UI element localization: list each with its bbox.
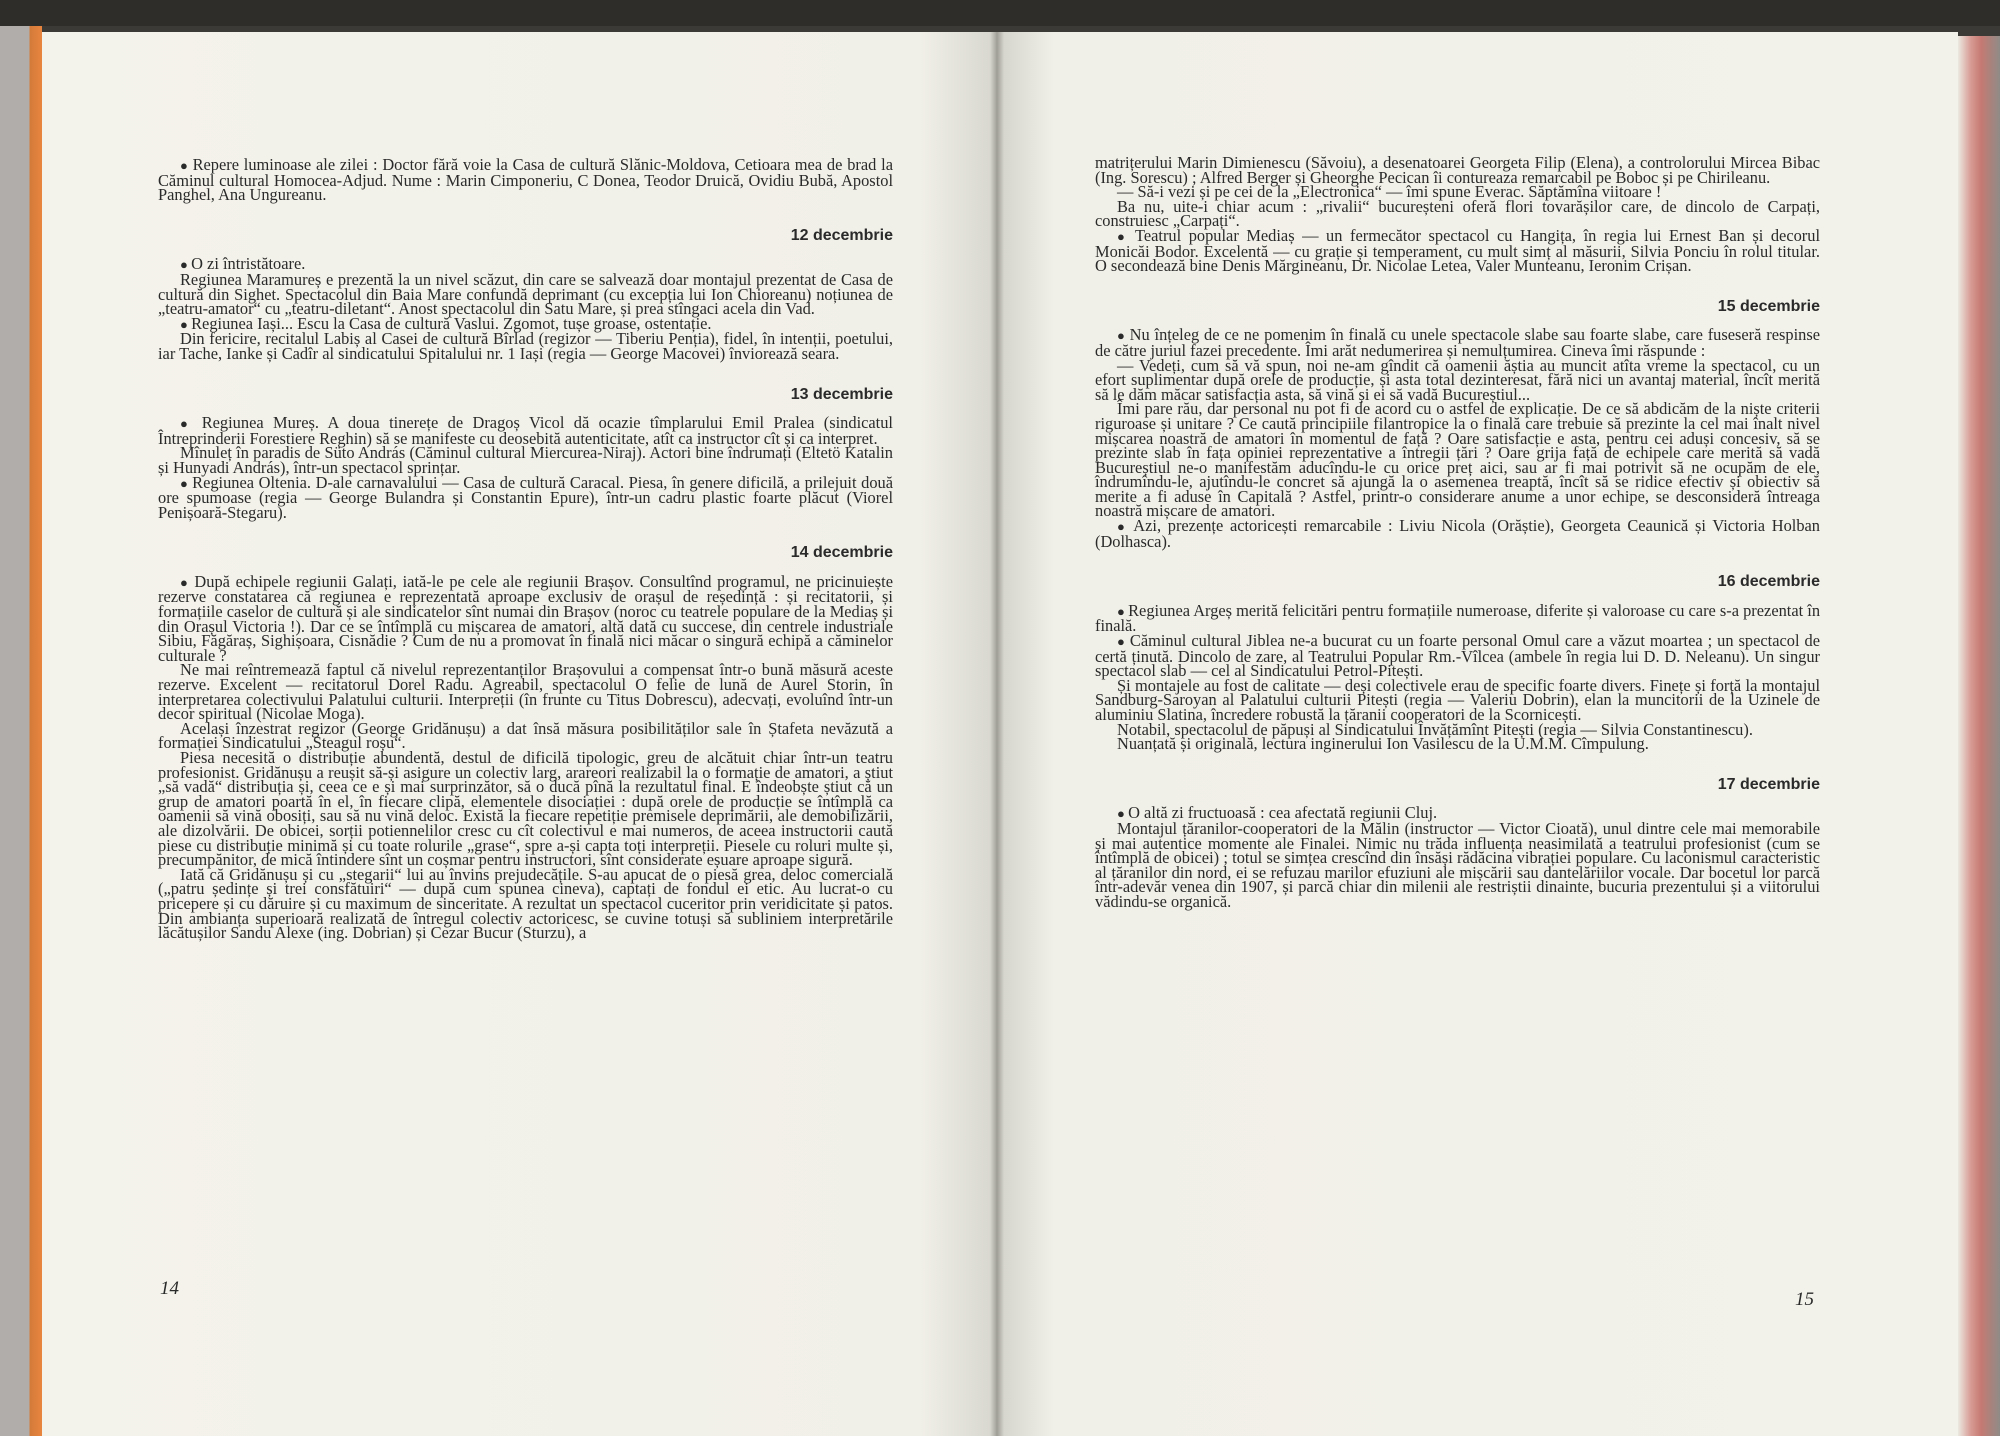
paragraph: Iată că Gridănușu și cu „stegarii“ lui au învins prejudecățile. S-au apucat de o piesă grea, deloc comercială („patru ședințe și trei consfătuiri“ — după cum spunea cineva), captați de fondul ei etic. Au lucrat-o cu pricepere și cu dăruire și cu maximum de sinceritate. A rezultat un spectacol cuceritor prin veridicitate și patos. Din ambianța superioară realizată de întregul colectiv actoricesc, se cuvine totuși să subliniem interpretările lăcătușilor Sandu Alexe (ing. Dobrian) și Cezar Bucur (Sturzu), a [158,864,893,943]
date-heading: 12 decembrie [790,226,893,244]
paragraph: ● Teatrul popular Mediaș — un fermecător spectacol cu Hangița, în regia lui Ernest Ban și decorul Monicăi Bodor. Excelentă — cu grație și temperament, cu mult simț al măsurii, Silvia Ponciu în rolul titular. O secondează bine Denis Mărgineanu, Dr. Nicolae Letea, Valer Munteanu, Ieronim Crișan. [1095,229,1820,274]
paragraph: Nuanțată și originală, lectura inginerului Ion Vasilescu de la U.M.M. Cîmpulung. [1117,734,1649,754]
paragraph: Mînuleț în paradis de Süto András (Căminul cultural Miercurea-Niraj). Actori bine îndrumați (Eltetö Katalin și Hunyadi András), într-un spectacol sprințar. [158,443,893,477]
paragraph: ● Azi, prezențe actoricești remarcabile : Liviu Nicola (Orăștie), Georgeta Ceaunică și Victoria Holban (Dolhasca). [1095,519,1820,549]
paragraph: ● Nu înțeleg de ce ne pomenim în finală cu unele spectacole slabe sau foarte slabe, care fuseseră respinse de către juriul fazei precedente. Îmi arăt nedumerirea și nemulțumirea. Cineva îmi răspunde : [1095,328,1820,358]
paragraph: ● O altă zi fructuoasă : cea afectată regiunii Cluj. [1095,806,1820,822]
book-cover-left-edge [0,26,42,1436]
right-page-column [1095,153,1821,911]
paragraph: ● Regiunea Iași... Escu la Casa de cultură Vaslui. Zgomot, tușe groase, ostentație. [158,317,893,333]
book-spine-gutter [990,32,1004,1436]
paragraph: ● După echipele regiunii Galați, iată-le pe cele ale regiunii Brașov. Consultînd programul, ne pricinuiește rezerve constatarea că regiunea e reprezentată aproape exclusiv de orașul de reședință : și recitatorii, și formațiile caselor de cultură și ale sindicatelor sînt numai din Brașov (noroc cu teatrele populare de la Mediaș și din Orașul Victoria !). Dar ce se întîmplă cu mișcarea de amatori, altă dată cu succese, din centrele industriale Sibiu, Făgăraș, Sighișoara, Cisnădie ? Cum de nu a promovat în finală nici măcar o singură echipă a căminelor culturale ? [158,575,893,664]
paragraph: Montajul țăranilor-cooperatori de la Mălin (instructor — Victor Cioată), unul dintre cele mai memorabile și mai autentice momente ale Finalei. Nimic nu trăda influența neasimilată a teatrului profesionist (cum se întîmplă de obicei) ; totul se simțea crescînd din însăși rădăcina vibrației populare. Cu laconismul caracteristic al țăranilor din nord, ei se refuzau marilor efuziuni ale mișcării sau dantelăriilor vocale. Dar bocetul lor parcă într-adevăr venea din 1907, și parcă chiar din milenii ale restriștii dinainte, bucuria prezentului și a viitorului vădindu-se organică. [1095,818,1820,911]
paragraph: — Vedeți, cum să vă spun, noi ne-am gîndit că oamenii ăștia au muncit atîta vreme la spectacol, cu un efort suplimentar după orele de producție, și asta total dezinteresat, fără nici un avantaj material, încît merită să le dăm măcar satisfacția asta, să vină și ei să vadă Bucureștiul... [1095,355,1820,404]
paragraph: Ne mai reîntremează faptul că nivelul reprezentanților Brașovului a compensat într-o bună măsură aceste rezerve. Excelent — recitatorul Dorel Radu. Agreabil, spectacolul O felie de lună de Aurel Storin, în interpretarea colectivului Palatului culturii. Interpreții (în frunte cu Titus Dobrescu), adecvați, evoluînd într-un decor spiritual (Nicolae Moga). [158,660,893,724]
paragraph: — Să-i vezi și pe cei de la „Electronica“ — îmi spune Everac. Săptămîna viitoare ! [1117,182,1662,202]
paragraph: Îmi pare rău, dar personal nu pot fi de acord cu o astfel de explicație. De ce să abdicăm de la niște criterii riguroase și unitare ? Ce caută principiile filantropice la o finală care trebuie să prezinte la cel mai înalt nivel mișcarea noastră de amatori în momentul de față ? Oare satisfacție e asta, pentru cei aduși concesiv, să se prezinte slab în fața opiniei reprezentative a întregii țări ? Oare grija față de echipele care merită să vadă Bucureștiul ne-o manifestăm aducîndu-le cu orice preț aici, sau ar fi mai potrivit să ne ocupăm de ele, îndrumîndu-le, ajutîndu-le concret să ajungă la o asemenea treaptă, încît să se ridice efectiv și obiectiv să merite a fi aduse în Capitală ? Astfel, printr-o considerare anume a unor echipe, se desconsideră întreaga noastră mișcare de amatori. [1095,399,1820,521]
paragraph: ● Regiunea Oltenia. D-ale carnavalului — Casa de cultură Caracal. Piesa, în genere dificilă, a prilejuit două ore spumoase (regia — George Bulandra și Constantin Epure), într-un cadru plastic foarte plăcut (Viorel Penișoară-Stegaru). [158,476,893,521]
paragraph: Și montajele au fost de calitate — deși colectivele erau de specific foarte divers. Finețe și forță la montajul Sandburg-Saroyan al Palatului culturii Pitești (regia — Valeriu Dobrin), elan la muncitorii de la Uzinele de aluminiu Slatina, încredere robustă la țăranii cooperatori de la Scornicești. [1095,675,1820,724]
page-number-right: 15 [1795,1289,1814,1310]
paragraph: ● Căminul cultural Jiblea ne-a bucurat cu un foarte personal Omul care a văzut moartea ; un spectacol de certă ținută. Dincolo de zare, al Teatrului Popular Rm.-Vîlcea (ambele în regia lui D. D. Neleanu). Un singur spectacol slab — cel al Sindicatului Petrol-Pitești. [1095,634,1820,679]
paragraph: Piesa necesită o distribuție abundentă, destul de dificilă tipologic, greu de alcătuit chiar într-un teatru profesionist. Gridănușu a reușit să-și asigure un colectiv larg, arareori realizabil la o formație de amatori, a știut „să vadă“ distribuția și, ceea ce e și mai surprinzător, să o ducă pînă la rezultatul final. E îndeobște știut că un grup de amatori poartă în el, în fiecare clipă, elementele disociației : după orele de producție se întîmplă ca oamenii să vină obosiți, sau să nu vină deloc. Există la fiecare repetiție premisele deprimării, ale demobilizării, ale dizolvării. De obicei, sorții potiennelilor cresc cu cît colectivul e mai numeros, de aceea instructorii caută piese cu distribuție minimă și cu toate rolurile „grase“, spre a-și capta toți interpreții. Piesele cu roluri multe și, precumpănitor, de mică întindere sînt un coșmar pentru instructori, sînt considerate eșuare aproape sigură. [158,748,893,870]
paragraph: ● O zi întristătoare. [158,257,893,273]
scan-border-top [0,0,2000,26]
date-heading: 16 decembrie [1717,573,1820,591]
paragraph: ● Regiunea Mureș. A doua tinerețe de Dragoș Vicol dă ocazie tîmplarului Emil Pralea (sindicatul Întreprinderii Forestiere Reghin) să se manifeste cu deosebită autenticitate, atît ca instructor cît și ca interpret. [158,416,893,446]
paragraph: ● Repere luminoase ale zilei : Doctor fără voie la Casa de cultură Slănic-Moldova, Cetioara mea de brad la Căminul cultural Homocea-Adjud. Nume : Marin Cimponeriu, C Donea, Teodor Druică, Ovidiu Bubă, Apostol Panghel, Ana Ungureanu. [158,158,893,203]
paragraph: Regiunea Maramureș e prezentă la un nivel scăzut, din care se salvează doar montajul prezentat de Casa de cultură din Sighet. Spectacolul din Baia Mare confundă deprimant (cu excepția lui Ion Chioreanu) noțiunea de „teatru-amator“ cu „teatru-diletant“. Anost spectacolul din Satu Mare, și prea stîngaci acela din Vad. [158,269,893,319]
paragraph: Același înzestrat regizor (George Gridănușu) a dat însă măsura posibilităților sale în Ștafeta nevăzută a formației Sindicatului „Steagul roșu“. [158,718,893,753]
book-cover-right-edge [1958,36,2000,1436]
date-heading: 17 decembrie [1717,775,1820,793]
date-heading: 14 decembrie [790,544,893,562]
date-heading: 15 decembrie [1717,297,1820,315]
paragraph: Ba nu, uite-i chiar acum : „rivalii“ bucureșteni oferă flori tovarășilor care, de dincolo de Carpați, construiesc „Carpați“. [1095,196,1820,231]
paragraph: matrițerului Marin Dimienescu (Săvoiu), a desenatoarei Georgeta Filip (Elena), a controlorului Mircea Bibac (Ing. Sorescu) ; Alfred Berger și Gheorghe Pecican îi contureaza remarcabil pe Boboc și pe Chirileanu. [1095,153,1820,187]
page-number-left: 14 [160,1278,179,1299]
date-heading: 13 decembrie [790,385,893,403]
paragraph: ● Regiunea Argeș merită felicitări pentru formațiile numeroase, diferite și valoroase cu care s-a prezentat în finală. [1095,604,1820,634]
left-page-column [158,155,893,943]
paragraph: Notabil, spectacolul de păpuși al Sindicatului Învățămînt Pitești (regia — Silvia Constantinescu). [1117,719,1753,739]
paragraph: Din fericire, recitalul Labiș al Casei de cultură Bîrlad (regizor — Tiberiu Penția), fidel, în intenții, poetului, iar Tache, Ianke și Cadîr al sindicatului Spitalului nr. 1 Iași (regia — George Macovei) înviorează seara. [158,329,893,363]
